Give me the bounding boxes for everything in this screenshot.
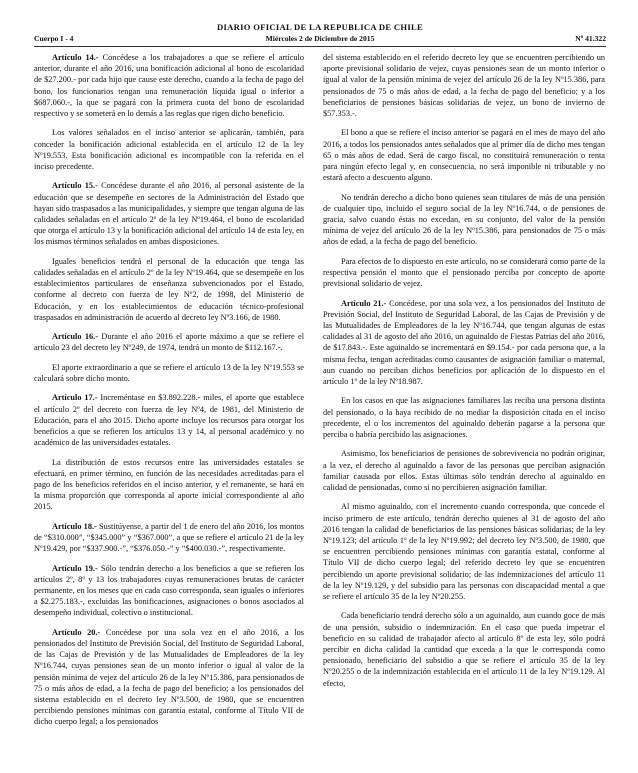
paragraph-text: La distribución de estos recursos entre las universidades estatales se efectuará, en primer término, en función de las necesidades acreditadas para el pago de los beneficios referidos en el inciso anterior, y el remanente, se hará en la misma proporción que corresponda al aporte inicial correspondiente al año 2015. xyxy=(34,457,304,512)
section-label: Cuerpo I - 4 xyxy=(34,34,74,43)
paragraph-text: Increméntase en $3.892.228.- miles, el aporte que establece el artículo 2º del decreto con fuerza de ley Nº4, de 1981, del Ministerio de Educación, para el año 2015. Dicho aporte incluye los recursos para otorgar los beneficios a que se refieren los artículos 13 y 14, al personal académico y no académico de las universidades estatales. xyxy=(34,393,304,448)
paragraph-text: Al mismo aguinaldo, con el incremento cuando corresponda, que concede el inciso primero de este artículo, tendrán derecho quienes al 31 de agosto del año 2016 tengan la calidad de beneficiarios de las pensiones básicas solidarias; de la ley Nº19.123; del artículo 1º de la ley Nº19.992; del decreto ley Nº3.500, de 1980, que se encuentren percibiendo pensiones mínimas con garantía estatal, conforme al Título VII de dicho cuerpo legal; del referido decreto ley que se encuentren percibiendo un aporte previsional solidario; de las indemnizaciones del artículo 11 de la ley Nº19.129, y del subsidio para las personas con discapacidad mental a que se refiere el artículo 35 de la ley Nº20.255. xyxy=(323,502,605,602)
paragraph xyxy=(34,180,304,247)
paragraph xyxy=(323,448,605,493)
paragraph-text: Concédese a los trabajadores a que se refiere el artículo anterior, durante el año 2016, una bonificación adicional al bono de escolaridad de $27.200.- por cada hijo que cause este derecho, cuando a la fecha de pago del bono, los funcionarios tengan una remuneración líquida igual o inferior a $687.060.-, la que se pagará con la primera cuota del bono de escolaridad respectivo y se someterá en lo demás a las reglas que rigen dicho beneficio. xyxy=(34,53,304,119)
article-heading: Artículo 14.- xyxy=(52,53,99,62)
article-heading: Artículo 21.- xyxy=(341,298,387,308)
paragraph xyxy=(323,501,605,602)
paragraph-text: Cada beneficiario tendrá derecho sólo a un aguinaldo, aun cuando goce de más de una pensión, subsidio o indemnización. En el caso que pueda impetrar el beneficio en su calidad de trabajador afecto al artículo 8º de esta ley, sólo podrá percibir en dicha calidad la cantidad que exceda a la que le corresponda como pensionado, beneficiario del subsidio a que se refiere el artículo 35 de la ley Nº20.255 o de la indemnización establecida en el artículo 11 de la ley Nº19.129. Al efecto, xyxy=(323,611,605,688)
paragraph-text: Sustitúyense, a partir del 1 de enero del año 2016, los montos de “$310.000”, “$345.000” y “$367.000”, a que se refiere el artículo 21 de la ley Nº19.429, por “$337.900.-”, “$376.050.-” y “$400.030.-”, respectivamente. xyxy=(34,521,304,554)
header-rule xyxy=(34,46,606,47)
paragraph xyxy=(323,192,605,248)
paragraph-text: Sólo tendrán derecho a los beneficios a que se refieren los artículos 2º, 8º y 13 los trabajadores cuyas remuneraciones brutas de carácter permanente, en los meses que en cada caso corresponda, sean iguales o inferiores a $2.275.183.-, excluidas las bonificaciones, asignaciones o bonos asociados al desempeño individual, colectivo o institucional. xyxy=(34,563,305,618)
paragraph xyxy=(34,256,304,323)
article-heading: Artículo 15.- xyxy=(52,181,98,191)
issue-number: Nº 41.322 xyxy=(575,34,606,43)
subheader xyxy=(34,34,606,46)
paragraph xyxy=(323,610,605,688)
paragraph-text: Para efectos de lo dispuesto en este artículo, no se considerará como parte de la respectiva pensión el monto que el pensionado perciba por concepto de aporte previsional solidario de vejez. xyxy=(323,256,605,289)
left-column xyxy=(34,52,304,736)
paragraph-text: Iguales beneficios tendrá el personal de la educación que tenga las calidades señaladas en el artículo 2º de la ley Nº19.464, que se desempeñe en los establecimientos particulares de enseñanza subvencionados por el Estado, conforme al decreto con fuerza de ley Nº2, de 1998, del Ministerio de Educación, y en los establecimientos de educación técnico-profesional traspasados en administración de acuerdo al decreto ley Nº3.166, de 1980. xyxy=(34,256,304,322)
article-heading: Artículo 17.- xyxy=(52,393,98,403)
paragraph-text: Concédese, por una sola vez, a los pensionados del Instituto de Previsión Social, del Instituto de Seguridad Laboral, de las Cajas de Previsión y de las Mutualidades de Empleadores de la ley Nº16.744, que tengan algunas de estas calidades al 31 de agosto del año 2016, un aguinaldo de Fiestas Patrias del año 2016, de $17.843.-. Este aguinaldo se incrementará en $9.154.- por cada persona que, a la misma fecha, tengan acreditadas como causantes de asignación familiar o maternal, aun cuando no perciban dichos beneficios por aplicación de lo dispuesto en el artículo 1º de la ley Nº18.987. xyxy=(323,298,605,387)
article-heading: Artículo 19.- xyxy=(52,563,98,573)
paragraph xyxy=(34,627,304,728)
paragraph xyxy=(34,563,304,619)
paragraph xyxy=(323,127,605,183)
paragraph xyxy=(323,298,605,388)
article-heading: Artículo 20.- xyxy=(52,627,101,637)
paragraph xyxy=(323,52,605,119)
paragraph-text: El aporte extraordinario a que se refiere el artículo 13 de la ley Nº19.553 se calculará sobre dicho monto. xyxy=(34,362,304,384)
paragraph-text: Concédese por una sola vez en el año 2016, a los pensionados del Instituto de Previsión Social, del Instituto de Seguridad Laboral, de las Cajas de Previsión y de las Mutualidades de Empleadores de la ley Nº16.744, cuyas pensiones sean de un monto inferior o igual al valor de la pensión mínima de vejez del artículo 26 de la ley Nº15.386, para pensionados de 75 o más años de edad, a la fecha de pago del beneficio; a los pensionados del sistema establecido en el decreto ley Nº3.500, de 1980, que se encuentren percibiendo pensiones mínimas con garantía estatal, conforme al Título VII de dicho cuerpo legal; a los pensionados xyxy=(34,627,305,727)
issue-date: Miércoles 2 de Diciembre de 2015 xyxy=(265,34,375,43)
paragraph xyxy=(34,457,304,513)
paragraph xyxy=(323,256,605,290)
paragraph xyxy=(34,52,304,119)
paragraph-text: Los valores señalados en el inciso anterior se aplicarán, también, para conceder la bonificación adicional establecida en el artículo 12 de la ley Nº19.553. Esta bonificación adicional es incompatible con la referida en el inciso precedente. xyxy=(34,128,304,172)
paragraph xyxy=(34,331,304,353)
paragraph xyxy=(34,127,304,172)
paragraph xyxy=(34,362,304,384)
paragraph-text: del sistema establecido en el referido decreto ley que se encuentren percibiendo un aporte previsional solidario de vejez, cuyas pensiones sean de un monto inferior o igual al valor de la pensión mínima de vejez del artículo 26 de la ley Nº15.386, para pensionados de 75 o más años de edad, a la fecha de pago del beneficio; y a los beneficiarios de pensiones básicas solidarias de vejez, un bono de invierno de $57.353.-. xyxy=(323,53,605,119)
paragraph-text: El bono a que se refiere el inciso anterior se pagará en el mes de mayo del año 2016, a todos los pensionados antes señalados que al primer día de dicho mes tengan 65 o más años de edad. Será de cargo fiscal, no constituirá remuneración o renta para ningún efecto legal y, en consecuencia, no será imponible ni tributable y no estará afecto a descuento alguno. xyxy=(323,128,605,183)
article-heading: Artículo 16.- xyxy=(52,332,99,342)
paragraph xyxy=(34,392,304,448)
paragraph xyxy=(323,395,605,440)
paragraph-text: Durante el año 2016 el aporte máximo a que se refiere el artículo 23 del decreto ley Nº249, de 1974, tendrá un monto de $112.167.-. xyxy=(34,332,304,353)
article-heading: Artículo 18.- xyxy=(52,521,97,531)
masthead: DIARIO OFICIAL DE LA REPUBLICA DE CHILE xyxy=(216,22,424,32)
paragraph-text: No tendrán derecho a dicho bono quienes sean titulares de más de una pensión de cualquier tipo, incluido el seguro social de la ley Nº16.744, o de pensiones de gracia, salvo cuando éstas no excedan, en su conjunto, del valor de la pensión mínima de vejez del artículo 26 de la ley Nº15.386, para pensionados de 75 o más años de edad, a la fecha de pago del beneficio. xyxy=(323,192,605,247)
paragraph-text: Concédese durante el año 2016, al personal asistente de la educación que se desempeñe en sectores de la Administración del Estado que hayan sido traspasados a las municipalidades, y siempre que tengan alguna de las calidades señaladas en el artículo 2º de la ley Nº19.464, el bono de escolaridad que otorga el artículo 13 y la bonificación adicional del artículo 14 de esta ley, en los mismos términos señalados en ambas disposiciones. xyxy=(34,181,304,247)
paragraph xyxy=(34,521,304,555)
paragraph-text: En los casos en que las asignaciones familiares las reciba una persona distinta del pensionado, o la haya recibido de no mediar la disposición citada en el inciso precedente, el o los incrementos del aguinaldo deberán pagarse a la persona que perciba o habría percibido las asignaciones. xyxy=(323,396,605,440)
right-column xyxy=(323,52,605,697)
paragraph-text: Asimismo, los beneficiarios de pensiones de sobrevivencia no podrán originar, a la vez, el derecho al aguinaldo a favor de las personas que perciban asignación familiar causada por ellos. Estas últimas sólo tendrán derecho al aguinaldo en calidad de pensionadas, como si no percibieren asignación familiar. xyxy=(323,449,605,493)
